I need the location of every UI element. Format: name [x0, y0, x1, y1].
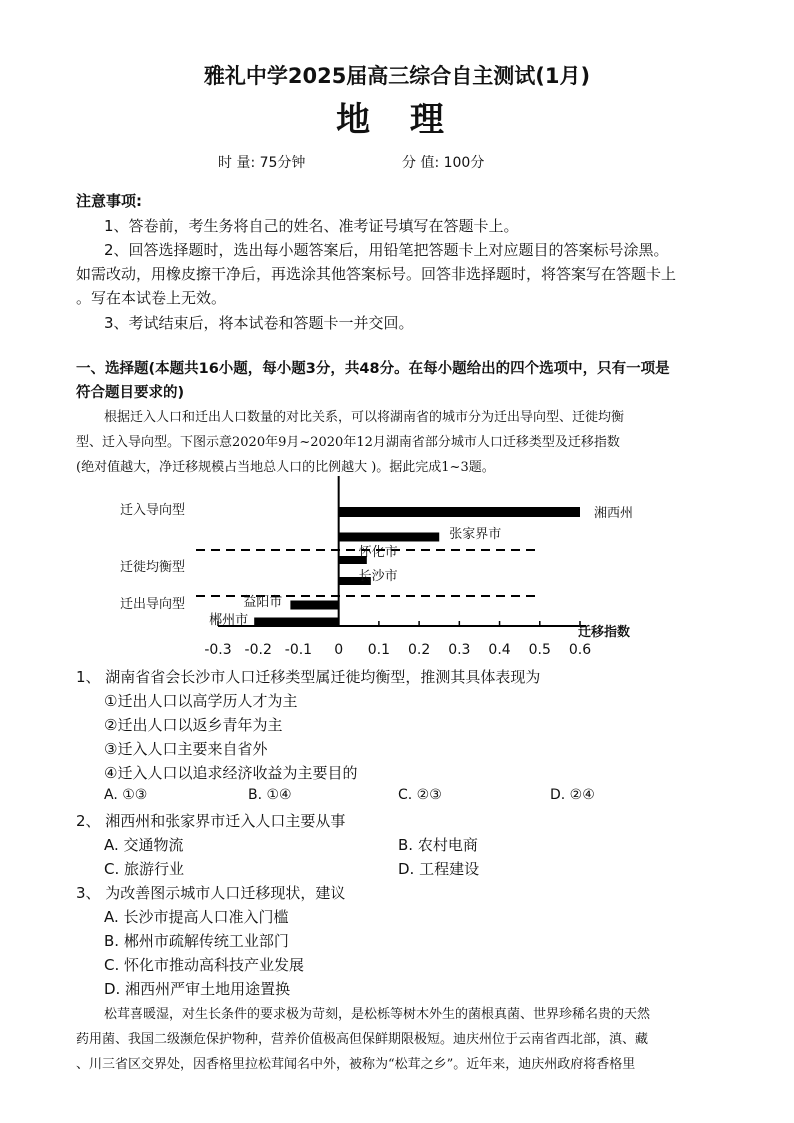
question-1-item-2: ②迁出人口以返乡青年为主 [104, 716, 283, 734]
x-tick-label: 0 [334, 642, 344, 658]
bar-label: 湘西州 [594, 506, 634, 521]
passage-line-2: 药用菌、我国二级濒危保护物种，营养价值极高但保鲜期限极短。迪庆州位于云南省西北部，滇、藏 [76, 1032, 649, 1047]
question-1-item-3: ③迁入人口主要来自省外 [104, 740, 268, 758]
question-1-item-1: ①迁出人口以高学历人才为主 [104, 692, 298, 710]
question-2-option-d[interactable]: D. 工程建设 [398, 860, 480, 878]
passage-line-1: 松茸喜暖湿，对生长条件的要求极为苛刻，是松栎等树木外生的菌根真菌、世界珍稀名贵的天然 [104, 1007, 651, 1022]
passage-line-3: 、川三省区交界处，因香格里拉松茸闻名中外，被称为“松茸之乡”。近年来，迪庆州政府将香格里 [76, 1057, 636, 1072]
group-label: 迁出导向型 [120, 597, 186, 612]
section-heading-line-1: 一、选择题(本题共16小题，每小题3分，共48分。在每小题给出的四个选项中，只有一项是 [76, 361, 670, 377]
migration-index-chart [100, 470, 660, 665]
question-3-option-b[interactable]: B. 郴州市疏解传统工业部门 [104, 932, 289, 950]
x-tick-label: 0.5 [528, 642, 551, 658]
bar [290, 601, 338, 610]
exam-title: 雅礼中学2025届高三综合自主测试(1月) [203, 64, 591, 88]
x-tick-label: 0.1 [367, 642, 391, 658]
question-3-option-d[interactable]: D. 湘西州严审土地用途置换 [104, 980, 291, 998]
notes-item-3: 3、考试结束后，将本试卷和答题卡一并交回。 [104, 314, 414, 332]
bar-label: 怀化市 [358, 545, 398, 560]
question-2-option-c[interactable]: C. 旅游行业 [104, 860, 185, 878]
bar-label: 郴州市 [209, 613, 249, 628]
group-label: 迁徙均衡型 [120, 560, 186, 575]
bar [339, 507, 580, 517]
question-2-option-a[interactable]: A. 交通物流 [104, 836, 184, 854]
question-1-option-c[interactable]: C. ②③ [398, 787, 442, 803]
subject-title: 地 理 [336, 100, 458, 140]
notes-item-2-line-3: 。写在本试卷上无效。 [76, 289, 227, 307]
question-2-stem: 2、 湘西州和张家界市迁入人口主要从事 [76, 812, 346, 830]
intro-line-1: 根据迁入人口和迁出人口数量的对比关系，可以将湖南省的城市分为迁出导向型、迁徙均衡 [104, 410, 625, 425]
x-tick-label: -0.2 [244, 642, 272, 658]
question-1-option-b[interactable]: B. ①④ [248, 787, 292, 803]
question-3-option-c[interactable]: C. 怀化市推动高科技产业发展 [104, 956, 305, 974]
x-tick-label: 0.2 [407, 642, 431, 658]
question-1-item-4: ④迁入人口以追求经济收益为主要目的 [104, 764, 358, 782]
x-tick-label: -0.3 [204, 642, 232, 658]
notes-item-1: 1、答卷前，考生务将自己的姓名、准考证号填写在答题卡上。 [104, 217, 519, 235]
bar-label: 益阳市 [243, 595, 283, 610]
question-1-option-a[interactable]: A. ①③ [104, 787, 148, 803]
group-label: 迁入导向型 [120, 503, 186, 518]
x-tick-label: 0.4 [488, 642, 511, 658]
notes-item-2-line-1: 2、回答选择题时，选出每小题答案后，用铅笔把答题卡上对应题目的答案标号涂黑。 [104, 241, 669, 259]
score-label: 分 值: 100分 [402, 155, 485, 171]
intro-line-3: (绝对值越大，净迁移规模占当地总人口的比例越大 )。据此完成1~3题。 [76, 460, 495, 475]
x-tick-label: 0.3 [448, 642, 471, 658]
notes-heading: 注意事项: [76, 192, 142, 210]
time-label: 时 量: 75分钟 [218, 155, 306, 171]
question-3-stem: 3、 为改善图示城市人口迁移现状，建议 [76, 884, 346, 902]
bar [254, 618, 338, 627]
question-1-stem: 1、 湖南省省会长沙市人口迁移类型属迁徙均衡型，推测其具体表现为 [76, 668, 541, 686]
question-1-option-d[interactable]: D. ②④ [550, 787, 595, 803]
intro-line-2: 型、迁入导向型。下图示意2020年9月~2020年12月湖南省部分城市人口迁移类型及迁移指数 [76, 435, 620, 450]
bar-label: 长沙市 [358, 569, 398, 584]
question-3-option-a[interactable]: A. 长沙市提高人口准入门槛 [104, 908, 289, 926]
bar-label: 张家界市 [449, 527, 502, 542]
x-tick-label: -0.1 [284, 642, 313, 658]
notes-item-2-line-2: 如需改动，用橡皮擦干净后，再选涂其他答案标号。回答非选择题时，将答案写在答题卡上 [76, 265, 677, 283]
question-2-option-b[interactable]: B. 农村电商 [398, 836, 478, 854]
bar [339, 533, 440, 542]
x-tick-label: 0.6 [568, 642, 592, 658]
section-heading-line-2: 符合题目要求的) [76, 385, 185, 401]
x-axis-title: 迁移指数 [578, 625, 631, 640]
